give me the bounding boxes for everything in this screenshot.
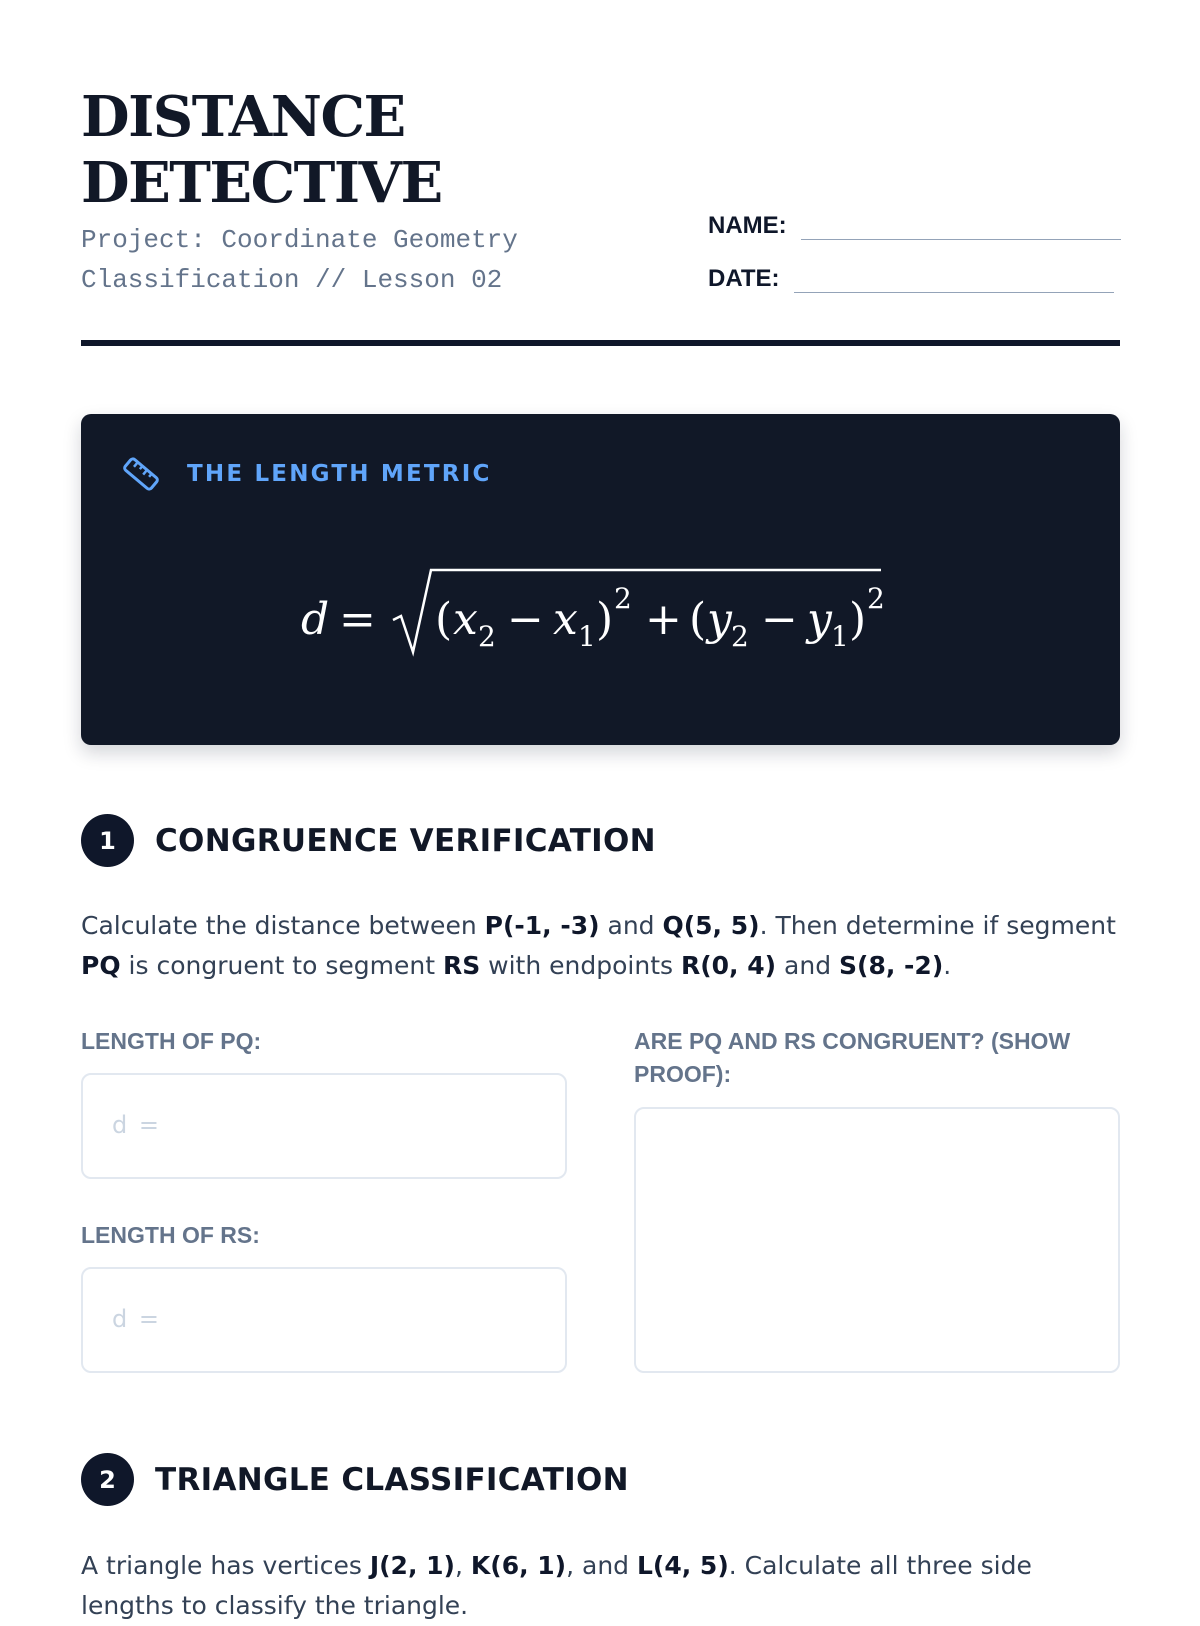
prompt-text: A triangle has vertices — [81, 1551, 370, 1580]
distance-formula — [301, 564, 901, 664]
section-1-header — [81, 814, 656, 867]
svg-text:): ) — [849, 594, 867, 645]
date-field[interactable] — [708, 265, 1114, 293]
name-field[interactable] — [708, 212, 1121, 240]
svg-text:y: y — [707, 594, 732, 645]
point-k: K(6, 1) — [470, 1551, 567, 1580]
header-divider — [81, 340, 1120, 346]
worksheet-page — [81, 0, 1120, 1620]
name-input-line[interactable] — [801, 214, 1121, 240]
section-1-title: CONGRUENCE VERIFICATION — [155, 822, 656, 859]
svg-text:(: ( — [689, 594, 707, 645]
svg-text:y: y — [807, 594, 832, 645]
prompt-text: and — [599, 911, 663, 940]
point-s: S(8, -2) — [839, 951, 944, 980]
svg-text:2: 2 — [731, 620, 749, 653]
section-2-title: TRIANGLE CLASSIFICATION — [155, 1461, 629, 1498]
segment-pq: PQ — [81, 951, 121, 980]
svg-text:x: x — [553, 594, 578, 645]
svg-text:−: − — [507, 594, 544, 645]
worksheet-header — [81, 84, 1120, 346]
congruence-proof-label: ARE PQ AND RS CONGRUENT? (SHOW PROOF): — [634, 1028, 1071, 1087]
length-pq-answer-box[interactable] — [81, 1073, 567, 1179]
svg-text:=: = — [339, 594, 376, 645]
point-j: J(2, 1) — [369, 1551, 455, 1580]
point-p: P(-1, -3) — [484, 911, 600, 940]
congruence-proof-box[interactable] — [634, 1107, 1120, 1373]
formula-card-title: THE LENGTH METRIC — [187, 461, 492, 487]
point-l: L(4, 5) — [636, 1551, 729, 1580]
answer-placeholder: d = — [112, 1305, 161, 1333]
title-line-1: DISTANCE — [81, 84, 405, 150]
svg-text:2: 2 — [867, 582, 885, 615]
formula-card-header — [121, 454, 492, 494]
section-2-badge: 2 — [81, 1453, 134, 1506]
point-r: R(0, 4) — [680, 951, 777, 980]
prompt-text: . — [943, 951, 952, 980]
svg-text:+: + — [645, 594, 682, 645]
length-rs-label: LENGTH OF RS: — [81, 1222, 260, 1248]
svg-text:2: 2 — [478, 620, 496, 653]
name-label: NAME: — [708, 212, 787, 239]
segment-rs: RS — [442, 951, 481, 980]
prompt-text: . Then determine if segment — [759, 911, 1116, 940]
length-pq-label: LENGTH OF PQ: — [81, 1028, 262, 1054]
section-1-badge: 1 — [81, 814, 134, 867]
subtitle-line-2: Classification // Lesson 02 — [81, 265, 503, 295]
svg-text:d: d — [301, 594, 330, 645]
point-q: Q(5, 5) — [662, 911, 760, 940]
project-subtitle — [81, 220, 601, 300]
prompt-text: Calculate the distance between — [81, 911, 485, 940]
prompt-text: , and — [566, 1551, 637, 1580]
formula-card — [81, 414, 1120, 745]
svg-text:1: 1 — [831, 620, 849, 653]
subtitle-line-1: Project: Coordinate Geometry — [81, 225, 518, 255]
prompt-text: , — [454, 1551, 471, 1580]
length-rs-answer-box[interactable] — [81, 1267, 567, 1373]
svg-text:(: ( — [435, 594, 453, 645]
date-input-line[interactable] — [794, 267, 1114, 293]
svg-text:): ) — [596, 594, 614, 645]
svg-text:1: 1 — [578, 620, 596, 653]
svg-text:2: 2 — [614, 582, 632, 615]
ruler-icon — [121, 454, 161, 494]
svg-text:−: − — [761, 594, 798, 645]
section-1-prompt — [81, 906, 1120, 986]
section-2-header — [81, 1453, 629, 1506]
prompt-text: and — [776, 951, 840, 980]
prompt-text: is congruent to segment — [120, 951, 443, 980]
section-2-prompt — [81, 1546, 1120, 1626]
page-title — [81, 84, 442, 216]
svg-text:x: x — [453, 594, 478, 645]
title-line-2: DETECTIVE — [81, 150, 442, 216]
prompt-text: with endpoints — [480, 951, 681, 980]
prompt-text: . Calculate all three side lengths to classify the triangle. — [81, 1551, 1032, 1620]
answer-placeholder: d = — [112, 1111, 161, 1139]
date-label: DATE: — [708, 265, 780, 292]
